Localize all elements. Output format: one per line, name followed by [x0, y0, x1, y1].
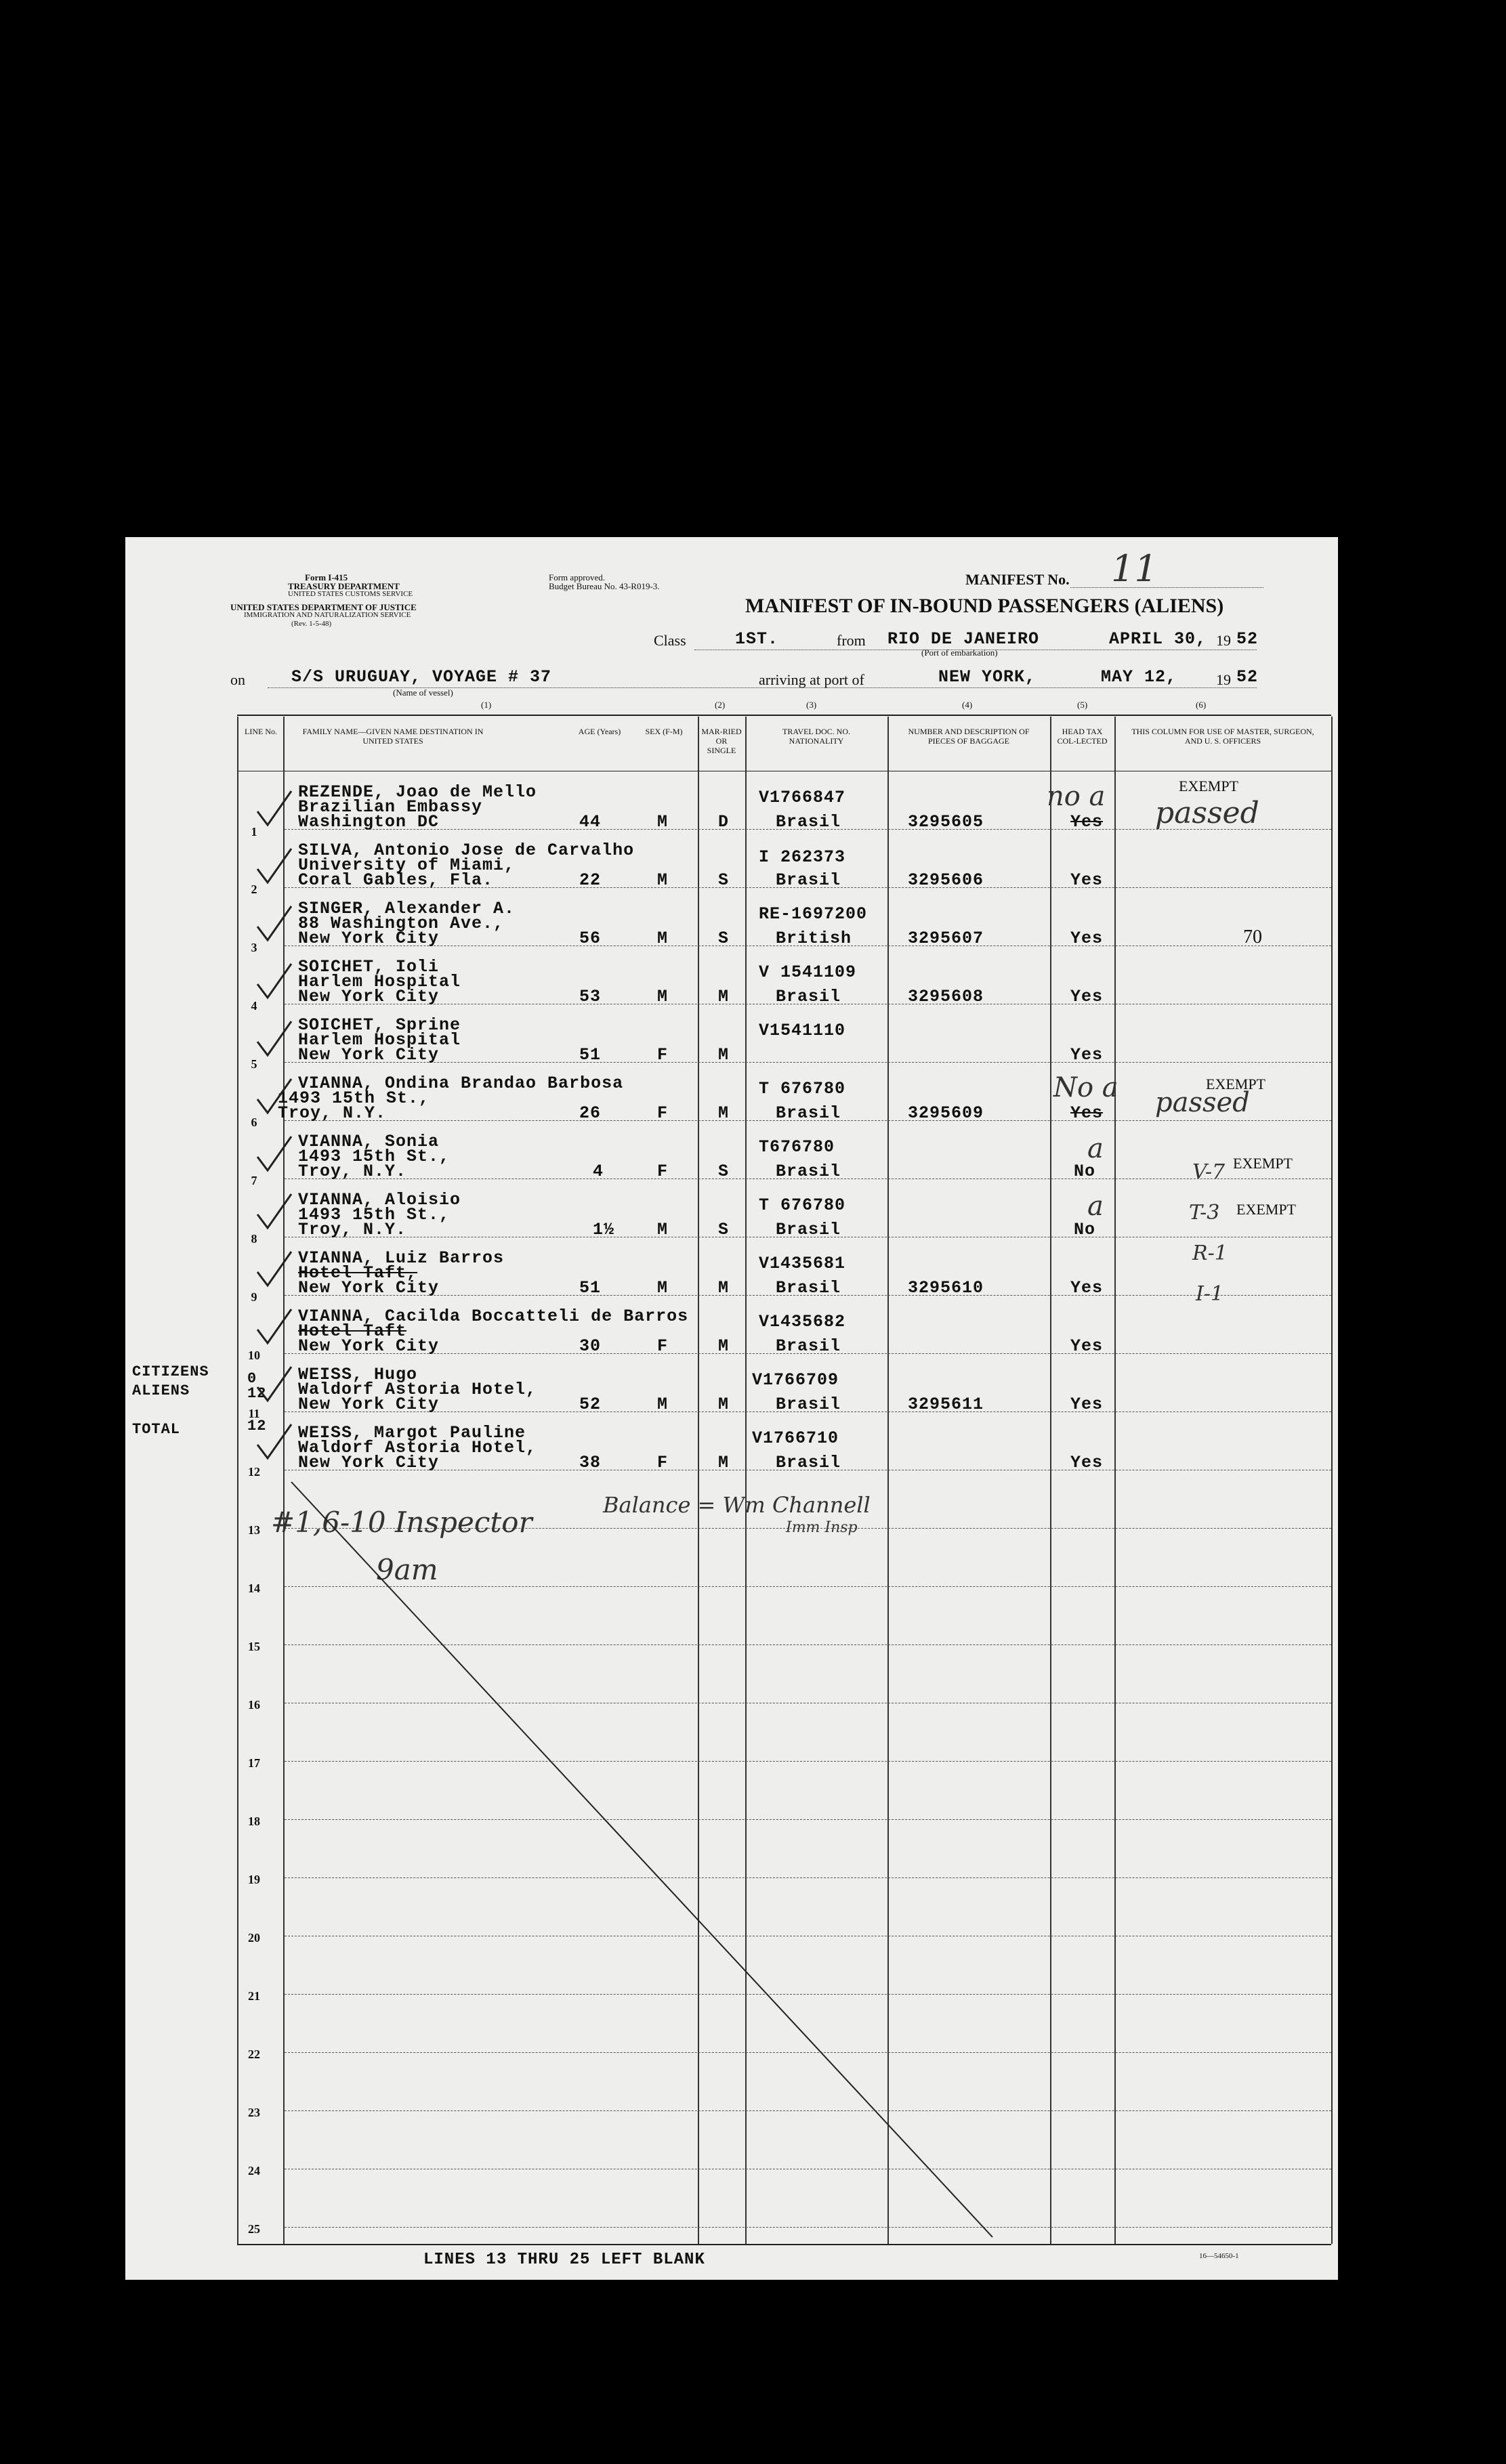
- line-number: 25: [248, 2222, 260, 2236]
- destination: New York City: [298, 1045, 440, 1065]
- manifest-label: MANIFEST No.: [965, 571, 1070, 588]
- name: VIANNA, Aloisio: [298, 1190, 461, 1210]
- sex: M: [657, 1395, 669, 1414]
- line-number: 21: [248, 1989, 260, 2003]
- handwritten-tally: T-3: [1189, 1201, 1220, 1225]
- line-number: 17: [248, 1756, 260, 1770]
- sex: M: [657, 1220, 669, 1239]
- destination: Washington DC: [298, 812, 440, 832]
- address: Brazilian Embassy: [298, 797, 483, 817]
- line-number: 11: [248, 1407, 260, 1420]
- vessel-name: S/S URUGUAY, VOYAGE # 37: [291, 667, 552, 687]
- handwritten-tally: R-1: [1192, 1241, 1228, 1265]
- handwritten-balance: Balance = Wm Channell: [603, 1492, 871, 1518]
- col-num-2: (2): [715, 700, 726, 710]
- travel-doc: V 1541109: [759, 962, 857, 982]
- class-value: 1ST.: [735, 629, 779, 649]
- line-number: 13: [248, 1523, 260, 1537]
- destination: Troy, N.Y.: [278, 1103, 387, 1123]
- handwritten-tally: V-7: [1192, 1160, 1226, 1184]
- nationality: Brasil: [776, 1336, 841, 1356]
- marital: S: [718, 1220, 730, 1239]
- manifest-page: [125, 537, 1338, 2280]
- col-num-4: (4): [962, 700, 973, 710]
- age: 22: [579, 870, 602, 890]
- tax: Yes: [1070, 1278, 1104, 1298]
- age: 53: [579, 987, 602, 1006]
- sex: F: [657, 1045, 669, 1065]
- manifest-title: MANIFEST OF IN-BOUND PASSENGERS (ALIENS): [745, 595, 1224, 617]
- address: 1493 15th St.,: [298, 1205, 451, 1225]
- age: 1½: [593, 1220, 615, 1239]
- age: 56: [579, 929, 602, 948]
- aliens-label: ALIENS: [132, 1382, 190, 1399]
- travel-doc: V1766709: [752, 1370, 839, 1390]
- sex: F: [657, 1453, 669, 1472]
- nationality: Brasil: [776, 870, 841, 890]
- address: Hotel Taft,: [298, 1263, 418, 1283]
- sex: M: [657, 987, 669, 1006]
- hdr-baggage: NUMBER AND DESCRIPTION OF PIECES OF BAGGAGE: [908, 727, 1030, 746]
- address: University of Miami,: [298, 855, 516, 875]
- sex: M: [657, 1278, 669, 1298]
- baggage: 3295606: [908, 870, 984, 890]
- hdr-age: AGE (Years): [578, 727, 621, 736]
- officer-note: EXEMPT: [1206, 1076, 1266, 1092]
- port-of-embarkation: RIO DE JANEIRO: [887, 629, 1040, 649]
- line-number: 10: [248, 1348, 260, 1362]
- port-embark-label: (Port of embarkation): [921, 647, 998, 658]
- line-number: 3: [251, 941, 257, 954]
- form-approved: Form approved.: [549, 572, 606, 582]
- baggage: 3295608: [908, 987, 984, 1006]
- officer-note: EXEMPT: [1236, 1201, 1296, 1218]
- sex: M: [657, 929, 669, 948]
- name: WEISS, Hugo: [298, 1365, 418, 1384]
- marital: M: [718, 1453, 730, 1472]
- tax: Yes: [1070, 987, 1104, 1006]
- handwritten-no-a: No a: [1053, 1072, 1118, 1103]
- travel-doc: V1766710: [752, 1428, 839, 1448]
- hdr-officers: THIS COLUMN FOR USE OF MASTER, SURGEON, AND U. S. OFFICERS: [1131, 727, 1314, 746]
- marital: S: [718, 870, 730, 890]
- tax: Yes: [1070, 1395, 1104, 1414]
- departure-date: APRIL 30,: [1109, 629, 1207, 649]
- address: Harlem Hospital: [298, 1030, 461, 1050]
- age: 38: [579, 1453, 602, 1472]
- baggage: 3295605: [908, 812, 984, 832]
- footer-note: LINES 13 THRU 25 LEFT BLANK: [423, 2251, 705, 2269]
- customs-service: UNITED STATES CUSTOMS SERVICE: [288, 590, 413, 598]
- line-number: 23: [248, 2106, 260, 2119]
- hdr-doc: TRAVEL DOC. NO. NATIONALITY: [782, 727, 850, 746]
- handwritten-tally: I-1: [1196, 1282, 1224, 1306]
- arrival-year: 52: [1236, 667, 1259, 687]
- line-number: 16: [248, 1698, 260, 1712]
- year-prefix: 19: [1216, 632, 1231, 649]
- tax: Yes: [1070, 929, 1104, 948]
- citizens-label: CITIZENS: [132, 1363, 209, 1380]
- name: SOICHET, Sprine: [298, 1015, 461, 1035]
- nationality: Brasil: [776, 812, 841, 832]
- print-code: 16—54650-1: [1199, 2252, 1239, 2260]
- destination: Troy, N.Y.: [298, 1162, 407, 1181]
- address: Waldorf Astoria Hotel,: [298, 1438, 537, 1458]
- line-number: 24: [248, 2164, 260, 2178]
- col-num-5: (5): [1077, 700, 1088, 710]
- line-number: 15: [248, 1640, 260, 1653]
- handwritten-passed: passed: [1155, 1087, 1250, 1118]
- manifest-number: 11: [1111, 547, 1158, 590]
- marital: S: [718, 1162, 730, 1181]
- tax: Yes: [1070, 812, 1104, 832]
- travel-doc: T676780: [759, 1137, 835, 1157]
- address: 88 Washington Ave.,: [298, 914, 505, 933]
- marital: D: [718, 812, 730, 832]
- arrival-year-prefix: 19: [1216, 671, 1231, 688]
- age: 26: [579, 1103, 602, 1123]
- nationality: Brasil: [776, 1220, 841, 1239]
- name: SOICHET, Ioli: [298, 957, 440, 977]
- sex: F: [657, 1103, 669, 1123]
- from-label: from: [837, 632, 866, 649]
- col-num-6: (6): [1196, 700, 1207, 710]
- name: SINGER, Alexander A.: [298, 899, 516, 918]
- vessel-label: (Name of vessel): [393, 687, 453, 698]
- hdr-line-no: LINE No.: [245, 727, 277, 736]
- age: 4: [593, 1162, 604, 1181]
- marital: M: [718, 987, 730, 1006]
- travel-doc: V1435682: [759, 1312, 846, 1332]
- sex: M: [657, 870, 669, 890]
- total-value: 12: [247, 1418, 267, 1435]
- tax: No: [1074, 1162, 1096, 1181]
- address: 1493 15th St.,: [298, 1147, 451, 1166]
- handwritten-balance-2: Imm Insp: [786, 1519, 858, 1536]
- name: VIANNA, Luiz Barros: [298, 1248, 505, 1268]
- total-label: TOTAL: [132, 1421, 181, 1438]
- age: 51: [579, 1278, 602, 1298]
- age: 30: [579, 1336, 602, 1356]
- budget-bureau: Budget Bureau No. 43-R019-3.: [549, 581, 660, 591]
- line-number: 2: [251, 883, 257, 896]
- travel-doc: I 262373: [759, 847, 846, 867]
- arrival-date: MAY 12,: [1101, 667, 1177, 687]
- sex: M: [657, 812, 669, 832]
- line-number: 9: [251, 1290, 257, 1304]
- line-number: 18: [248, 1814, 260, 1828]
- tax: Yes: [1070, 870, 1104, 890]
- nationality: Brasil: [776, 1395, 841, 1414]
- nationality: British: [776, 929, 852, 948]
- address: 1493 15th St.,: [278, 1088, 430, 1108]
- nationality: Brasil: [776, 1103, 841, 1123]
- justice-dept: UNITED STATES DEPARTMENT OF JUSTICE: [230, 602, 417, 612]
- line-number: 5: [251, 1057, 257, 1071]
- sex: F: [657, 1162, 669, 1181]
- travel-doc: RE-1697200: [759, 904, 868, 924]
- handwritten-time: 9am: [376, 1553, 438, 1586]
- treasury-dept: TREASURY DEPARTMENT: [288, 581, 400, 591]
- destination: New York City: [298, 1395, 440, 1414]
- marital: S: [718, 929, 730, 948]
- marital: M: [718, 1395, 730, 1414]
- line-number: 22: [248, 2047, 260, 2061]
- aliens-value: 12: [247, 1385, 267, 1402]
- line-number: 8: [251, 1232, 257, 1246]
- baggage: 3295611: [908, 1395, 984, 1414]
- arrival-port: NEW YORK,: [938, 667, 1037, 687]
- address: Harlem Hospital: [298, 972, 461, 992]
- ins-service: IMMIGRATION AND NATURALIZATION SERVICE: [244, 611, 411, 619]
- form-number: Form I-415: [305, 572, 348, 582]
- tax: Yes: [1070, 1453, 1104, 1472]
- travel-doc: T 676780: [759, 1079, 846, 1099]
- departure-year: 52: [1236, 629, 1259, 649]
- class-label: Class: [654, 632, 686, 649]
- handwritten-inspector-note: #1,6-10 Inspector: [271, 1506, 532, 1539]
- hdr-tax: HEAD TAX COL-LECTED: [1057, 727, 1108, 746]
- handwritten-a: a: [1087, 1133, 1104, 1164]
- line-number: 7: [251, 1174, 257, 1187]
- nationality: Brasil: [776, 1162, 841, 1181]
- tax: No: [1074, 1220, 1096, 1239]
- handwritten-no-a: no a: [1047, 781, 1106, 812]
- destination: New York City: [298, 987, 440, 1006]
- hdr-married: MAR-RIED OR SINGLE: [701, 727, 742, 755]
- on-label: on: [230, 671, 245, 688]
- marital: M: [718, 1336, 730, 1356]
- destination: Troy, N.Y.: [298, 1220, 407, 1239]
- tax: Yes: [1070, 1336, 1104, 1356]
- baggage: 3295609: [908, 1103, 984, 1123]
- address: Waldorf Astoria Hotel,: [298, 1380, 537, 1399]
- baggage: 3295607: [908, 929, 984, 948]
- handwritten-passed: passed: [1155, 796, 1259, 830]
- age: 44: [579, 812, 602, 832]
- tax: Yes: [1070, 1045, 1104, 1065]
- name: WEISS, Margot Pauline: [298, 1423, 526, 1443]
- name: VIANNA, Ondina Brandao Barbosa: [298, 1074, 624, 1093]
- hdr-name: FAMILY NAME—GIVEN NAME DESTINATION IN UNITED STATES: [302, 727, 484, 746]
- name: VIANNA, Cacilda Boccatteli de Barros: [298, 1307, 689, 1326]
- travel-doc: V1766847: [759, 788, 846, 807]
- line-number: 12: [248, 1465, 260, 1479]
- marital: M: [718, 1045, 730, 1065]
- line-number: 19: [248, 1873, 260, 1886]
- age: 51: [579, 1045, 602, 1065]
- destination: New York City: [298, 929, 440, 948]
- age: 52: [579, 1395, 602, 1414]
- travel-doc: V1435681: [759, 1254, 846, 1273]
- marital: M: [718, 1278, 730, 1298]
- name: SILVA, Antonio Jose de Carvalho: [298, 841, 635, 860]
- nationality: Brasil: [776, 987, 841, 1006]
- nationality: Brasil: [776, 1453, 841, 1472]
- officer-note: EXEMPT: [1233, 1155, 1293, 1172]
- marital: M: [718, 1103, 730, 1123]
- col-num-3: (3): [806, 700, 817, 710]
- line-number: 4: [251, 999, 257, 1013]
- revision: (Rev. 1-5-48): [291, 620, 332, 628]
- tax: Yes: [1070, 1103, 1104, 1123]
- travel-doc: V1541110: [759, 1021, 846, 1040]
- line-number: 14: [248, 1581, 260, 1595]
- address: Hotel Taft: [298, 1321, 407, 1341]
- arriving-label: arriving at port of: [759, 671, 864, 688]
- destination: New York City: [298, 1336, 440, 1356]
- destination: Coral Gables, Fla.: [298, 870, 494, 890]
- name: REZENDE, Joao de Mello: [298, 782, 537, 802]
- officer-note: EXEMPT: [1179, 778, 1238, 794]
- nationality: Brasil: [776, 1278, 841, 1298]
- destination: New York City: [298, 1453, 440, 1472]
- line-number: 20: [248, 1931, 260, 1945]
- officer-note: 70: [1243, 927, 1262, 948]
- col-num-1: (1): [481, 700, 492, 710]
- baggage: 3295610: [908, 1278, 984, 1298]
- line-number: 1: [251, 825, 257, 838]
- destination: New York City: [298, 1278, 440, 1298]
- name: VIANNA, Sonia: [298, 1132, 440, 1151]
- travel-doc: T 676780: [759, 1195, 846, 1215]
- line-number: 6: [251, 1116, 257, 1129]
- handwritten-a: a: [1087, 1191, 1104, 1222]
- sex: F: [657, 1336, 669, 1356]
- citizens-value: 0: [247, 1370, 257, 1387]
- hdr-sex: SEX (F-M): [645, 727, 683, 736]
